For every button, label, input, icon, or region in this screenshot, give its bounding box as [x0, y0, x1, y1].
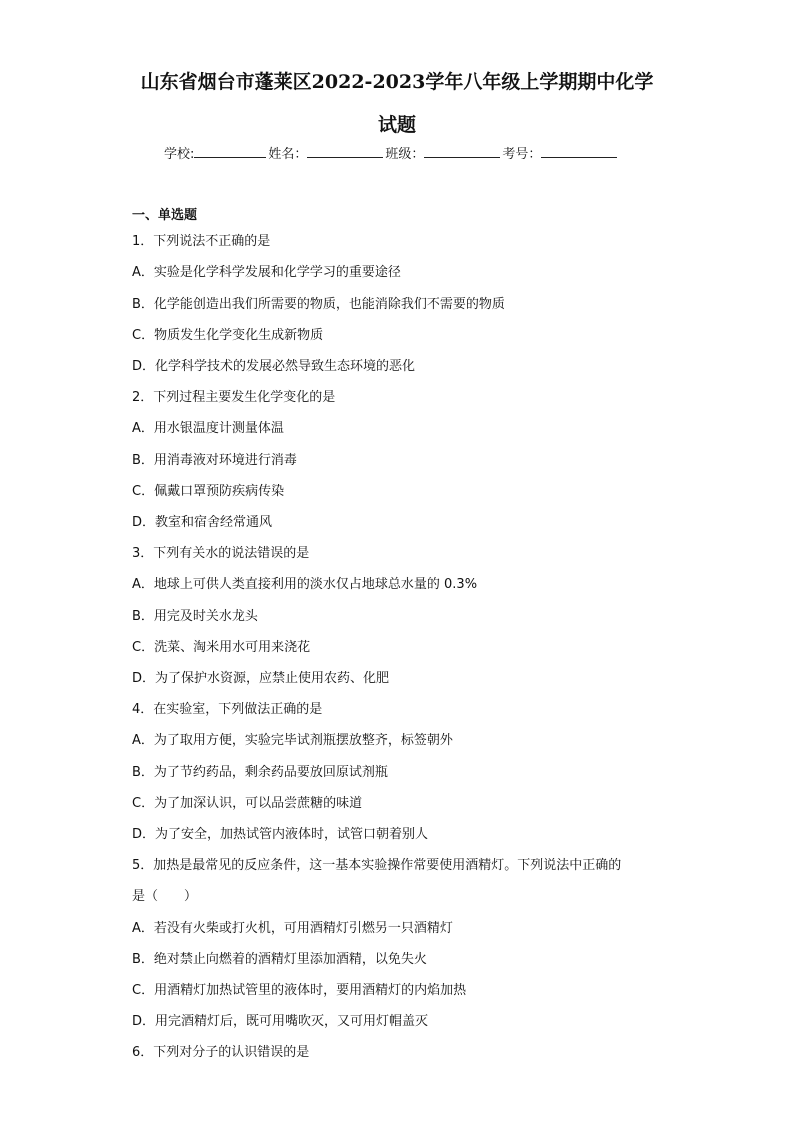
option-item: C．为了加深认识，可以品尝蔗糖的味道 [132, 796, 363, 811]
option-item: B．用消毒液对环境进行消毒 [132, 453, 297, 468]
class-label: 班级： [385, 147, 425, 162]
question-stem: 4．在实验室，下列做法正确的是 [132, 702, 323, 717]
option-item: D．为了安全，加热试管内液体时，试管口朝着别人 [132, 827, 429, 842]
school-label: 学校: [164, 147, 195, 162]
option-item: A．实验是化学科学发展和化学学习的重要途径 [132, 265, 401, 280]
option-item: A．地球上可供人类直接利用的淡水仅占地球总水量的 0.3% [132, 577, 478, 592]
option-item: A．若没有火柴或打火机，可用酒精灯引燃另一只酒精灯 [132, 921, 453, 936]
class-field[interactable] [424, 144, 500, 158]
section-heading: 一、单选题 [132, 208, 198, 223]
question-stem: 5．加热是最常见的反应条件，这一基本实验操作常要使用酒精灯。下列说法中正确的 [132, 858, 622, 873]
option-item: D．用完酒精灯后，既可用嘴吹灭，又可用灯帽盖灭 [132, 1014, 429, 1029]
option-item: B．用完及时关水龙头 [132, 609, 258, 624]
option-item: C．物质发生化学变化生成新物质 [132, 328, 324, 343]
option-item: D．化学科学技术的发展必然导致生态环境的恶化 [132, 359, 416, 374]
school-field[interactable] [194, 144, 266, 158]
option-item: B．为了节约药品，剩余药品要放回原试剂瓶 [132, 765, 388, 780]
exam-number-label: 考号： [502, 147, 542, 162]
question-stem: 3．下列有关水的说法错误的是 [132, 546, 310, 561]
page-title-continued: 试题 [377, 114, 416, 136]
question-stem-continued: 是（ ） [132, 889, 198, 904]
option-item: B．绝对禁止向燃着的酒精灯里添加酒精，以免失火 [132, 952, 427, 967]
option-item: A．为了取用方便，实验完毕试剂瓶摆放整齐，标签朝外 [132, 733, 453, 748]
page-title: 山东省烟台市蓬莱区2022-2023学年八年级上学期期中化学 [140, 71, 654, 93]
name-field[interactable] [307, 144, 383, 158]
exam-number-field[interactable] [541, 144, 617, 158]
option-item: D．教室和宿舍经常通风 [132, 515, 273, 530]
option-item: C．洗菜、淘米用水可用来浇花 [132, 640, 311, 655]
question-stem: 6．下列对分子的认识错误的是 [132, 1045, 310, 1060]
name-label: 姓名： [268, 147, 308, 162]
student-info-row [164, 144, 619, 164]
question-stem: 1．下列说法不正确的是 [132, 234, 271, 249]
option-item: C．用酒精灯加热试管里的液体时，要用酒精灯的内焰加热 [132, 983, 467, 998]
option-item: C．佩戴口罩预防疾病传染 [132, 484, 285, 499]
option-item: A．用水银温度计测量体温 [132, 421, 284, 436]
question-stem: 2．下列过程主要发生化学变化的是 [132, 390, 336, 405]
option-item: B．化学能创造出我们所需要的物质，也能消除我们不需要的物质 [132, 297, 505, 312]
option-item: D．为了保护水资源，应禁止使用农药、化肥 [132, 671, 390, 686]
